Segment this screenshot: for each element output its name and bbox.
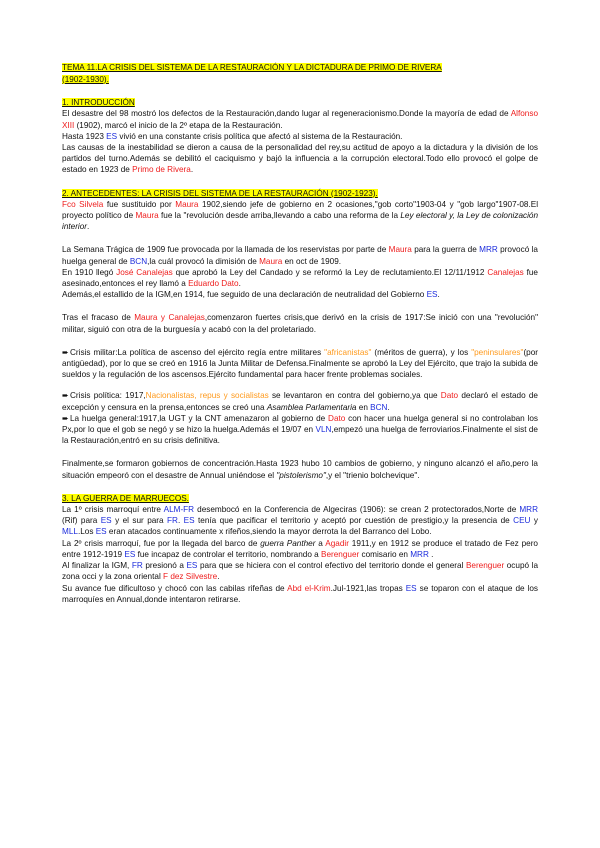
bullet-item: ➨Crisis militar:La política de ascenso del ejército regía entre militares "africanistas" (méritos de guerra), y los "peninsulares"(por antigüedad), por lo que se creó en 1916 la Junta Militar de Defensa.Finalmente se aprobó la Ley del Ejército, que trajo la subida de sueldos y la regulación de los ascensos.Ejército fundamental para hacer frente problemas sociales.	[62, 347, 538, 380]
paragraph: En 1910 llegó José Canalejas que aprobó la Ley del Candado y se reformó la Ley de reclutamiento.El 12/11/1912 Canalejas fue asesinado,entonces el rey llamó a Eduardo Dato.	[62, 267, 538, 289]
bullet-item: ➨La huelga general:1917,la UGT y la CNT amenazaron al gobierno de Dato con hacer una huelga general si no controlaban los Px,por lo que el gob se negó y se hizo la huelga.Además el 19/07 en VLN,empezó una huelga de ferroviarios.Finalmente el sist de la Restauración,entró en su crisis definitiva.	[62, 413, 538, 446]
document-title: TEMA 11.LA CRISIS DEL SISTEMA DE LA RESTAURACIÓN Y LA DICTADURA DE PRIMO DE RIVERA (1902-1930).	[62, 63, 442, 84]
paragraph: Su avance fue dificultoso y chocó con las cabilas rifeñas de Abd el-Krim.Jul-1921,las tropas ES se toparon con el ataque de los marroquíes en Annual,donde intentaron retirarse.	[62, 583, 538, 604]
arrow-bullet-icon: ➨	[62, 347, 69, 357]
paragraph: La Semana Trágica de 1909 fue provocada por la llamada de los reservistas por parte de Maura para la guerra de MRR provocó la huelga general de BCN,la cuál provocó la dimisión de Maura en oct de 1909.	[62, 245, 538, 266]
paragraph: Las causas de la inestabilidad se dieron a causa de la personalidad del rey,su actitud de apoyo a la dictadura y la división de los partidos del turno.Además se debilitó el caciquismo y bajó la influencia a la corrupción electoral.Todo ello provocó el golpe de estado en 1923 de Primo de Rivera.	[62, 143, 538, 175]
paragraph: Finalmente,se formaron gobiernos de concentración.Hasta 1923 hubo 10 cambios de gobierno, y ninguno alcanzó el año,pero la situación empeoró con el desastre de Annual uniéndose el "pistolerismo",y el "trienio bolchevique".	[62, 459, 538, 480]
paragraph: Además,el estallido de la IGM,en 1914, fue seguido de una declaración de neutralidad del Gobierno ES.	[62, 290, 440, 300]
bullet-item: ➨Crisis política: 1917,Nacionalistas, repus y socialistas se levantaron en contra del gobierno,ya que Dato declaró el estado de excepción y censura en la prensa,entonces se creó una Asamblea Parlamentaria en BCN.	[62, 391, 538, 412]
section-heading-introduccion: 1. INTRODUCCIÓN	[62, 98, 135, 108]
paragraph: Al finalizar la IGM, FR presionó a ES para que se hiciera con el control efectivo del territorio donde el general Berenguer ocupó la zona occi y la zona oriental F dez Silvestre.	[62, 561, 539, 582]
arrow-bullet-icon: ➨	[62, 413, 69, 423]
arrow-bullet-icon: ➨	[62, 391, 69, 401]
paragraph: La 1º crisis marroquí entre ALM-FR desembocó en la Conferencia de Algeciras (1906): se crean 2 protectorados,Norte de MRR (Rif) para ES y el sur para FR. ES tenía que pacificar el territorio y aceptó por cuestión de prestigio,y la presencia de CEU y MLL.Los ES eran atacados continuamente x rifeños,siendo la mayor derrota la del Barranco del Lobo.	[62, 505, 538, 537]
document-body	[62, 62, 538, 605]
paragraph: La 2º crisis marroquí, fue por la llegada del barco de guerra Panther a Agadir 1911,y en 1912 se produce el tratado de Fez pero entre 1912-1919 ES fue incapaz de controlar el territorio, nombrando a Berenguer comisario en MRR .	[62, 538, 538, 559]
section-heading-antecedentes: 2. ANTECEDENTES: LA CRISIS DEL SISTEMA DE LA RESTAURACIÓN (1902-1923).	[62, 188, 378, 198]
paragraph: Tras el fracaso de Maura y Canalejas,comenzaron fuertes crisis,que derivó en la crisis de 1917:Se inició con una "revolución" militar, siguió con otra de la burguesía y acabó con la del proletariado.	[62, 313, 538, 334]
paragraph: Hasta 1923 ES vivió en una constante crisis política que afectó al sistema de la Restauración.	[62, 131, 403, 141]
section-heading-marruecos: 3. LA GUERRA DE MARRUECOS.	[62, 493, 189, 503]
paragraph: El desastre del 98 mostró los defectos de la Restauración,dando lugar al regeneracionismo.Donde la mayoría de edad de Alfonso XIII (1902), marcó el inicio de la 2º etapa de la Restauración.	[62, 109, 538, 130]
paragraph: Fco Silvela fue sustituido por Maura 1902,siendo jefe de gobierno en 2 ocasiones,"gob corto"1903-04 y "gob largo"1907-08.El proyecto político de Maura fue la "revolución desde arriba,llevando a cabo una reforma de la Ley electoral y, la Ley de colonización interior.	[62, 199, 539, 232]
